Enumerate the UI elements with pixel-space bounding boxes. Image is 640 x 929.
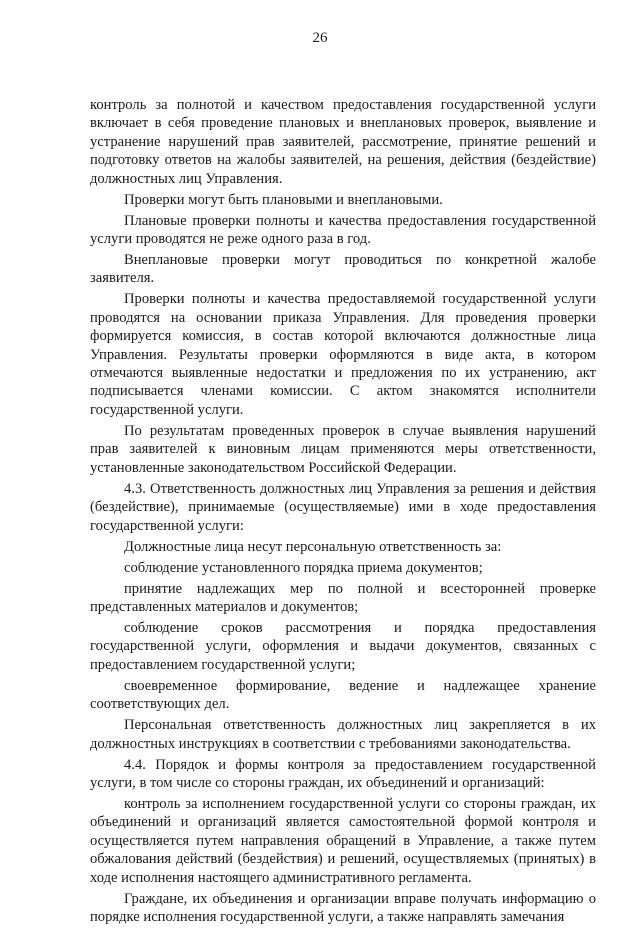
- paragraph-public-control: контроль за исполнением государственной услуги со стороны граждан, их объединений и организаций является самостоятельной формой контроля и осуществляется путем направления обращений в Управление, а также путем обжалования действий (бездействия) и решений, осуществляемых (принятых) в ходе исполнения настоящего административного регламента.: [90, 795, 596, 886]
- paragraph-personal-responsibility: Персональная ответственность должностных лиц закрепляется в их должностных инструкциях в соответствии с требованиями законодательства.: [90, 717, 596, 752]
- body-text: [90, 96, 596, 929]
- list-item-record-keeping: своевременное формирование, ведение и надлежащее хранение соответствующих дел.: [90, 677, 596, 713]
- paragraph-control-scope: контроль за полнотой и качеством предоставления государственной услуги включает в себя проведение плановых и внеплановых проверок, выявление и устранение нарушений прав заявителей, рассмотрение, принятие решений и подготовку ответов на жалобы заявителей, на решения, действия (бездействие) должностных лиц Управления.: [90, 97, 596, 187]
- paragraph-responsibility-intro: Должностные лица несут персональную ответственность за:: [124, 538, 502, 555]
- paragraph-planned-checks: Плановые проверки полноты и качества предоставления государственной услуги проводятся не реже одного раза в год.: [90, 212, 596, 248]
- section-heading-4-4: 4.4. Порядок и формы контроля за предоставлением государственной услуги, в том числе со стороны граждан, их объединений и организаций:: [90, 756, 596, 791]
- list-item-material-review: принятие надлежащих мер по полной и всесторонней проверке представленных материалов и документов;: [90, 580, 596, 615]
- paragraph-check-results: По результатам проведенных проверок в случае выявления нарушений прав заявителей к виновным лицам применяются меры ответственности, установленные законодательством Российской Федерации.: [90, 422, 596, 476]
- paragraph-unplanned-checks: Внеплановые проверки могут проводиться по конкретной жалобе заявителя.: [90, 252, 596, 287]
- list-item-deadlines: соблюдение сроков рассмотрения и порядка предоставления государственной услуги, оформления и выдачи документов, связанных с предоставлением государственной услуги;: [90, 619, 596, 673]
- paragraph-citizen-rights: Граждане, их объединения и организации вправе получать информацию о порядке исполнения государственной услуги, а также направлять замечания: [90, 890, 596, 925]
- section-heading-4-3: 4.3. Ответственность должностных лиц Управления за решения и действия (бездействие), принимаемые (осуществляемые) ими в ходе предоставления государственной услуги:: [90, 480, 596, 534]
- list-item-document-intake: соблюдение установленного порядка приема документов;: [124, 559, 483, 576]
- paragraph-check-procedure: Проверки полноты и качества предоставляемой государственной услуги проводятся на основании приказа Управления. Для проведения проверки формируется комиссия, в состав которой включаются должностные лица Управления. Результаты проверки оформляются в виде акта, в котором отмечаются выявленные недостатки и предложения по их устранению, акт подписывается членами комиссии. С актом знакомятся исполнители государственной услуги.: [90, 291, 596, 418]
- paragraph-check-types: Проверки могут быть плановыми и внеплановыми.: [124, 191, 443, 208]
- page-number: 26: [312, 30, 328, 46]
